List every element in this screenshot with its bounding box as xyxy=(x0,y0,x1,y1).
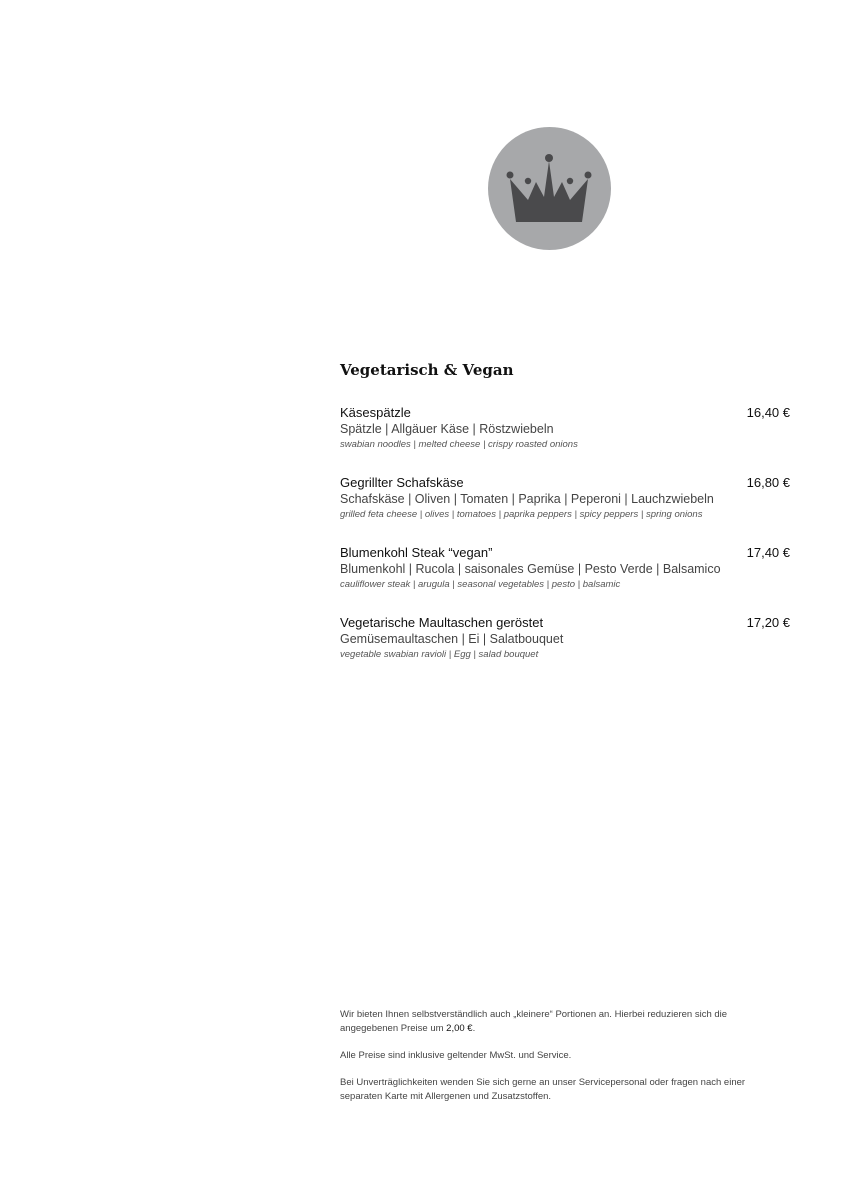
section-title: Vegetarisch & Vegan xyxy=(340,361,514,379)
menu-item xyxy=(340,474,790,522)
menu-item-price: 17,40 € xyxy=(746,545,790,560)
footer-notes xyxy=(340,1008,780,1117)
portion-note-end: . xyxy=(472,1023,476,1034)
menu-item-header xyxy=(340,614,790,631)
menu-item-name: Gegrillter Schafskäse xyxy=(340,475,464,490)
menu-item-description: Gemüsemaultaschen | Ei | Salatbouquet xyxy=(340,632,564,646)
menu-item-translation: cauliflower steak | arugula | seasonal vegetables | pesto | balsamic xyxy=(340,579,621,590)
menu-item-header xyxy=(340,544,790,561)
menu-item-name: Blumenkohl Steak “vegan” xyxy=(340,545,493,560)
portion-reduction-amount: 2,00 € xyxy=(446,1023,473,1034)
menu-item-translation: vegetable swabian ravioli | Egg | salad bouquet xyxy=(340,649,539,660)
menu-item-header xyxy=(340,474,790,491)
menu-item-header xyxy=(340,404,790,421)
crown-icon xyxy=(488,127,611,250)
portion-note xyxy=(340,1008,780,1036)
menu-item-price: 16,80 € xyxy=(746,475,790,490)
menu-item-name: Käsespätzle xyxy=(340,405,411,420)
menu-item-name: Vegetarische Maultaschen geröstet xyxy=(340,615,544,630)
menu-item xyxy=(340,614,790,662)
menu-item-price: 17,20 € xyxy=(746,615,790,630)
allergy-note: Bei Unverträglichkeiten wenden Sie sich gerne an unser Servicepersonal oder fragen nach einer separaten Karte mit Allergenen und Zusatzstoffen. xyxy=(340,1077,746,1102)
menu-item-description: Spätzle | Allgäuer Käse | Röstzwiebeln xyxy=(340,422,554,436)
menu-item xyxy=(340,544,790,592)
menu-item-description: Schafskäse | Oliven | Tomaten | Paprika | Peperoni | Lauchzwiebeln xyxy=(340,492,714,506)
prices-note: Alle Preise sind inklusive geltender MwSt. und Service. xyxy=(340,1050,572,1061)
menu-item-price: 16,40 € xyxy=(746,405,790,420)
logo xyxy=(488,127,611,250)
menu-item xyxy=(340,404,790,452)
menu-item-translation: swabian noodles | melted cheese | crispy roasted onions xyxy=(340,439,578,450)
menu-item-translation: grilled feta cheese | olives | tomatoes | paprika peppers | spicy peppers | spring onions xyxy=(340,509,703,520)
menu-item-description: Blumenkohl | Rucola | saisonales Gemüse | Pesto Verde | Balsamico xyxy=(340,562,721,576)
menu-content xyxy=(340,360,790,684)
portion-note-text: Wir bieten Ihnen selbstverständlich auch „kleinere“ Portionen an. Hierbei reduzieren sich die angegebenen Preise um xyxy=(340,1009,728,1034)
